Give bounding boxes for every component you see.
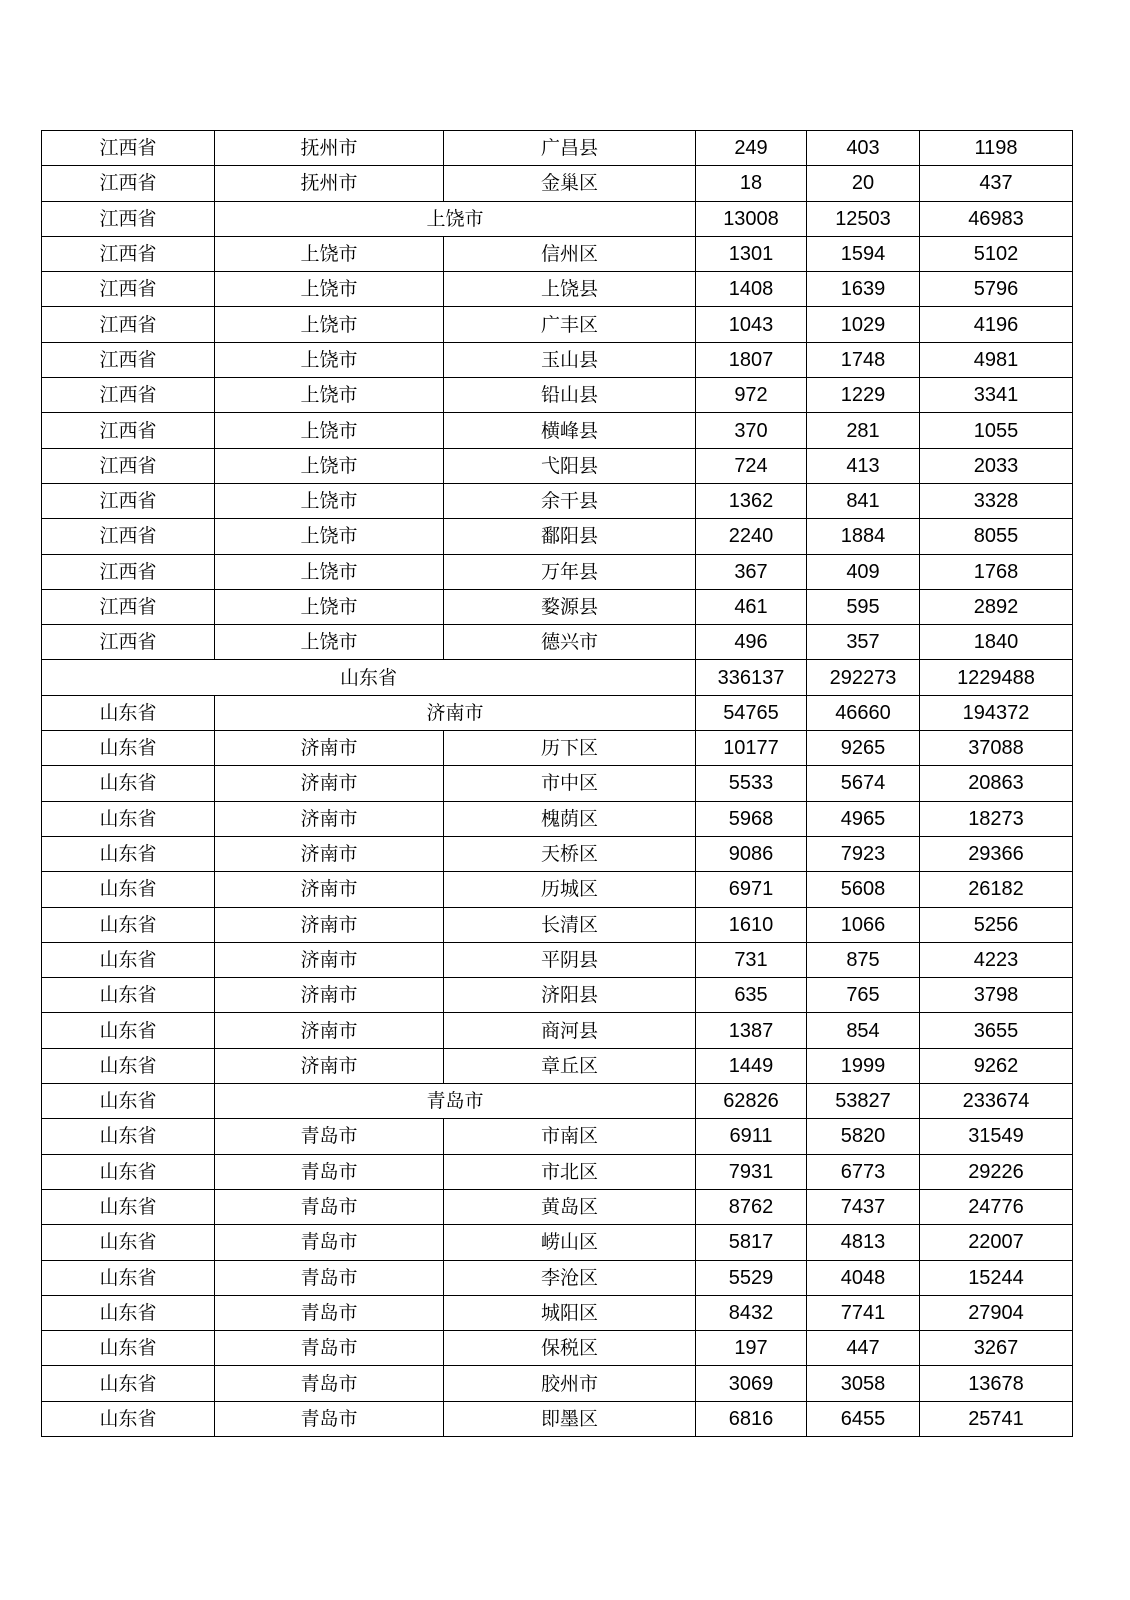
table-row — [42, 448, 1073, 483]
table-row — [42, 942, 1073, 977]
value-3-cell: 13678 — [920, 1366, 1073, 1401]
city-cell: 济南市 — [215, 1013, 444, 1048]
value-3-cell: 20863 — [920, 766, 1073, 801]
city-cell: 济南市 — [215, 836, 444, 871]
province-cell: 山东省 — [42, 1013, 215, 1048]
value-1-cell: 1301 — [696, 236, 807, 271]
province-cell: 江西省 — [42, 554, 215, 589]
value-2-cell: 595 — [807, 589, 920, 624]
province-cell: 山东省 — [42, 1366, 215, 1401]
value-2-cell: 1066 — [807, 907, 920, 942]
province-cell: 江西省 — [42, 236, 215, 271]
city-cell: 青岛市 — [215, 1331, 444, 1366]
value-1-cell: 10177 — [696, 731, 807, 766]
province-cell: 山东省 — [42, 1084, 215, 1119]
value-2-cell: 1029 — [807, 307, 920, 342]
value-1-cell: 1387 — [696, 1013, 807, 1048]
county-cell: 保税区 — [444, 1331, 696, 1366]
value-1-cell: 1043 — [696, 307, 807, 342]
value-3-cell: 46983 — [920, 201, 1073, 236]
county-cell: 黄岛区 — [444, 1189, 696, 1224]
province-cell: 山东省 — [42, 978, 215, 1013]
table-row — [42, 625, 1073, 660]
value-2-cell: 413 — [807, 448, 920, 483]
county-cell: 城阳区 — [444, 1295, 696, 1330]
value-3-cell: 5256 — [920, 907, 1073, 942]
province-cell: 山东省 — [42, 1331, 215, 1366]
value-3-cell: 1055 — [920, 413, 1073, 448]
value-2-cell: 46660 — [807, 695, 920, 730]
value-3-cell: 1229488 — [920, 660, 1073, 695]
value-1-cell: 731 — [696, 942, 807, 977]
table-row — [42, 1013, 1073, 1048]
table-row — [42, 166, 1073, 201]
value-2-cell: 6773 — [807, 1154, 920, 1189]
value-1-cell: 197 — [696, 1331, 807, 1366]
province-cell: 山东省 — [42, 1119, 215, 1154]
province-cell: 江西省 — [42, 625, 215, 660]
city-cell: 上饶市 — [215, 413, 444, 448]
value-2-cell: 409 — [807, 554, 920, 589]
table-row — [42, 907, 1073, 942]
province-cell: 江西省 — [42, 201, 215, 236]
county-cell: 胶州市 — [444, 1366, 696, 1401]
province-cell: 山东省 — [42, 801, 215, 836]
value-2-cell: 4048 — [807, 1260, 920, 1295]
province-cell: 山东省 — [42, 942, 215, 977]
value-1-cell: 461 — [696, 589, 807, 624]
value-2-cell: 7437 — [807, 1189, 920, 1224]
value-1-cell: 18 — [696, 166, 807, 201]
province-cell: 江西省 — [42, 342, 215, 377]
city-cell: 抚州市 — [215, 166, 444, 201]
table-row — [42, 272, 1073, 307]
value-3-cell: 2033 — [920, 448, 1073, 483]
province-cell: 山东省 — [42, 695, 215, 730]
table-body — [42, 131, 1073, 1437]
value-3-cell: 5102 — [920, 236, 1073, 271]
city-cell: 济南市 — [215, 801, 444, 836]
province-cell: 江西省 — [42, 166, 215, 201]
county-cell: 德兴市 — [444, 625, 696, 660]
value-1-cell: 367 — [696, 554, 807, 589]
value-3-cell: 24776 — [920, 1189, 1073, 1224]
table-row — [42, 766, 1073, 801]
city-cell: 上饶市 — [215, 236, 444, 271]
table-row — [42, 1295, 1073, 1330]
value-1-cell: 5533 — [696, 766, 807, 801]
value-2-cell: 53827 — [807, 1084, 920, 1119]
value-3-cell: 27904 — [920, 1295, 1073, 1330]
value-1-cell: 972 — [696, 378, 807, 413]
value-3-cell: 22007 — [920, 1225, 1073, 1260]
value-2-cell: 3058 — [807, 1366, 920, 1401]
province-total-cell: 山东省 — [42, 660, 696, 695]
province-cell: 山东省 — [42, 1189, 215, 1224]
value-1-cell: 496 — [696, 625, 807, 660]
value-3-cell: 4196 — [920, 307, 1073, 342]
value-2-cell: 1748 — [807, 342, 920, 377]
table-row — [42, 1225, 1073, 1260]
city-cell: 青岛市 — [215, 1154, 444, 1189]
province-cell: 江西省 — [42, 378, 215, 413]
city-cell: 上饶市 — [215, 483, 444, 518]
city-cell: 上饶市 — [215, 342, 444, 377]
city-cell: 青岛市 — [215, 1401, 444, 1436]
county-cell: 信州区 — [444, 236, 696, 271]
value-3-cell: 3267 — [920, 1331, 1073, 1366]
value-3-cell: 15244 — [920, 1260, 1073, 1295]
value-2-cell: 1229 — [807, 378, 920, 413]
value-1-cell: 13008 — [696, 201, 807, 236]
county-cell: 玉山县 — [444, 342, 696, 377]
county-cell: 万年县 — [444, 554, 696, 589]
province-cell: 山东省 — [42, 1295, 215, 1330]
table-row — [42, 1331, 1073, 1366]
county-cell: 广昌县 — [444, 131, 696, 166]
province-cell: 山东省 — [42, 1225, 215, 1260]
county-cell: 鄱阳县 — [444, 519, 696, 554]
county-cell: 章丘区 — [444, 1048, 696, 1083]
value-1-cell: 6971 — [696, 872, 807, 907]
value-2-cell: 12503 — [807, 201, 920, 236]
value-2-cell: 7923 — [807, 836, 920, 871]
table-row — [42, 236, 1073, 271]
value-3-cell: 25741 — [920, 1401, 1073, 1436]
value-3-cell: 233674 — [920, 1084, 1073, 1119]
value-2-cell: 6455 — [807, 1401, 920, 1436]
county-cell: 市北区 — [444, 1154, 696, 1189]
city-cell: 上饶市 — [215, 625, 444, 660]
value-1-cell: 370 — [696, 413, 807, 448]
statistics-table — [41, 130, 1073, 1437]
table-row — [42, 872, 1073, 907]
city-total-cell: 青岛市 — [215, 1084, 696, 1119]
province-cell: 江西省 — [42, 589, 215, 624]
value-1-cell: 249 — [696, 131, 807, 166]
value-2-cell: 765 — [807, 978, 920, 1013]
table-row — [42, 483, 1073, 518]
county-cell: 长清区 — [444, 907, 696, 942]
value-3-cell: 437 — [920, 166, 1073, 201]
value-3-cell: 194372 — [920, 695, 1073, 730]
table-row — [42, 589, 1073, 624]
value-2-cell: 5674 — [807, 766, 920, 801]
value-1-cell: 1807 — [696, 342, 807, 377]
city-cell: 上饶市 — [215, 589, 444, 624]
county-cell: 弋阳县 — [444, 448, 696, 483]
value-3-cell: 29226 — [920, 1154, 1073, 1189]
province-cell: 江西省 — [42, 131, 215, 166]
county-cell: 平阴县 — [444, 942, 696, 977]
table-row — [42, 731, 1073, 766]
county-cell: 天桥区 — [444, 836, 696, 871]
value-1-cell: 724 — [696, 448, 807, 483]
value-2-cell: 1639 — [807, 272, 920, 307]
value-3-cell: 18273 — [920, 801, 1073, 836]
value-3-cell: 37088 — [920, 731, 1073, 766]
value-3-cell: 2892 — [920, 589, 1073, 624]
value-1-cell: 3069 — [696, 1366, 807, 1401]
county-cell: 商河县 — [444, 1013, 696, 1048]
value-1-cell: 1362 — [696, 483, 807, 518]
value-2-cell: 1884 — [807, 519, 920, 554]
value-3-cell: 4223 — [920, 942, 1073, 977]
province-cell: 山东省 — [42, 1154, 215, 1189]
value-2-cell: 4813 — [807, 1225, 920, 1260]
table-row — [42, 1260, 1073, 1295]
value-3-cell: 1768 — [920, 554, 1073, 589]
table-row — [42, 1048, 1073, 1083]
table-row — [42, 342, 1073, 377]
value-1-cell: 6911 — [696, 1119, 807, 1154]
city-cell: 济南市 — [215, 1048, 444, 1083]
city-cell: 青岛市 — [215, 1189, 444, 1224]
value-3-cell: 1840 — [920, 625, 1073, 660]
value-1-cell: 336137 — [696, 660, 807, 695]
county-cell: 槐荫区 — [444, 801, 696, 836]
city-cell: 上饶市 — [215, 554, 444, 589]
value-3-cell: 3328 — [920, 483, 1073, 518]
county-cell: 市南区 — [444, 1119, 696, 1154]
county-cell: 铅山县 — [444, 378, 696, 413]
city-cell: 上饶市 — [215, 272, 444, 307]
value-2-cell: 854 — [807, 1013, 920, 1048]
value-3-cell: 3341 — [920, 378, 1073, 413]
county-cell: 济阳县 — [444, 978, 696, 1013]
value-3-cell: 4981 — [920, 342, 1073, 377]
value-1-cell: 8432 — [696, 1295, 807, 1330]
table-row — [42, 695, 1073, 730]
value-2-cell: 447 — [807, 1331, 920, 1366]
table-row — [42, 1366, 1073, 1401]
table-row — [42, 660, 1073, 695]
value-3-cell: 8055 — [920, 519, 1073, 554]
county-cell: 崂山区 — [444, 1225, 696, 1260]
value-1-cell: 635 — [696, 978, 807, 1013]
table-row — [42, 519, 1073, 554]
value-3-cell: 3798 — [920, 978, 1073, 1013]
table-row — [42, 1084, 1073, 1119]
value-1-cell: 5817 — [696, 1225, 807, 1260]
province-cell: 江西省 — [42, 448, 215, 483]
county-cell: 横峰县 — [444, 413, 696, 448]
table-row — [42, 978, 1073, 1013]
province-cell: 山东省 — [42, 766, 215, 801]
value-1-cell: 1610 — [696, 907, 807, 942]
city-cell: 济南市 — [215, 766, 444, 801]
city-cell: 济南市 — [215, 731, 444, 766]
city-cell: 青岛市 — [215, 1295, 444, 1330]
county-cell: 余干县 — [444, 483, 696, 518]
value-1-cell: 62826 — [696, 1084, 807, 1119]
value-2-cell: 9265 — [807, 731, 920, 766]
value-2-cell: 403 — [807, 131, 920, 166]
value-2-cell: 1999 — [807, 1048, 920, 1083]
value-1-cell: 5529 — [696, 1260, 807, 1295]
value-2-cell: 281 — [807, 413, 920, 448]
table-row — [42, 554, 1073, 589]
table-row — [42, 131, 1073, 166]
province-cell: 江西省 — [42, 483, 215, 518]
value-2-cell: 875 — [807, 942, 920, 977]
value-3-cell: 29366 — [920, 836, 1073, 871]
province-cell: 山东省 — [42, 731, 215, 766]
value-3-cell: 1198 — [920, 131, 1073, 166]
value-3-cell: 5796 — [920, 272, 1073, 307]
value-3-cell: 9262 — [920, 1048, 1073, 1083]
table-row — [42, 1401, 1073, 1436]
table-row — [42, 307, 1073, 342]
value-1-cell: 6816 — [696, 1401, 807, 1436]
city-cell: 上饶市 — [215, 448, 444, 483]
value-1-cell: 54765 — [696, 695, 807, 730]
city-cell: 青岛市 — [215, 1366, 444, 1401]
value-1-cell: 1408 — [696, 272, 807, 307]
city-cell: 济南市 — [215, 942, 444, 977]
value-2-cell: 357 — [807, 625, 920, 660]
value-2-cell: 5608 — [807, 872, 920, 907]
value-3-cell: 3655 — [920, 1013, 1073, 1048]
county-cell: 婺源县 — [444, 589, 696, 624]
city-cell: 青岛市 — [215, 1119, 444, 1154]
value-2-cell: 7741 — [807, 1295, 920, 1330]
province-cell: 山东省 — [42, 1048, 215, 1083]
county-cell: 市中区 — [444, 766, 696, 801]
county-cell: 上饶县 — [444, 272, 696, 307]
value-1-cell: 2240 — [696, 519, 807, 554]
city-cell: 青岛市 — [215, 1225, 444, 1260]
province-cell: 江西省 — [42, 519, 215, 554]
table-row — [42, 201, 1073, 236]
city-cell: 上饶市 — [215, 378, 444, 413]
table-row — [42, 378, 1073, 413]
province-cell: 山东省 — [42, 1260, 215, 1295]
value-2-cell: 20 — [807, 166, 920, 201]
county-cell: 即墨区 — [444, 1401, 696, 1436]
city-cell: 济南市 — [215, 872, 444, 907]
province-cell: 山东省 — [42, 872, 215, 907]
province-cell: 山东省 — [42, 1401, 215, 1436]
value-1-cell: 1449 — [696, 1048, 807, 1083]
table-row — [42, 1154, 1073, 1189]
county-cell: 广丰区 — [444, 307, 696, 342]
county-cell: 李沧区 — [444, 1260, 696, 1295]
value-1-cell: 5968 — [696, 801, 807, 836]
province-cell: 江西省 — [42, 272, 215, 307]
county-cell: 历城区 — [444, 872, 696, 907]
table-row — [42, 1119, 1073, 1154]
city-cell: 青岛市 — [215, 1260, 444, 1295]
value-2-cell: 292273 — [807, 660, 920, 695]
value-1-cell: 9086 — [696, 836, 807, 871]
city-cell: 抚州市 — [215, 131, 444, 166]
province-cell: 山东省 — [42, 836, 215, 871]
county-cell: 金巢区 — [444, 166, 696, 201]
province-cell: 江西省 — [42, 307, 215, 342]
city-cell: 济南市 — [215, 907, 444, 942]
province-cell: 江西省 — [42, 413, 215, 448]
table-row — [42, 836, 1073, 871]
value-2-cell: 5820 — [807, 1119, 920, 1154]
city-cell: 上饶市 — [215, 307, 444, 342]
table-row — [42, 1189, 1073, 1224]
table-row — [42, 413, 1073, 448]
value-2-cell: 841 — [807, 483, 920, 518]
value-1-cell: 7931 — [696, 1154, 807, 1189]
county-cell: 历下区 — [444, 731, 696, 766]
province-cell: 山东省 — [42, 907, 215, 942]
value-2-cell: 1594 — [807, 236, 920, 271]
city-cell: 上饶市 — [215, 519, 444, 554]
value-3-cell: 31549 — [920, 1119, 1073, 1154]
value-3-cell: 26182 — [920, 872, 1073, 907]
city-total-cell: 上饶市 — [215, 201, 696, 236]
city-total-cell: 济南市 — [215, 695, 696, 730]
city-cell: 济南市 — [215, 978, 444, 1013]
value-2-cell: 4965 — [807, 801, 920, 836]
table-row — [42, 801, 1073, 836]
value-1-cell: 8762 — [696, 1189, 807, 1224]
